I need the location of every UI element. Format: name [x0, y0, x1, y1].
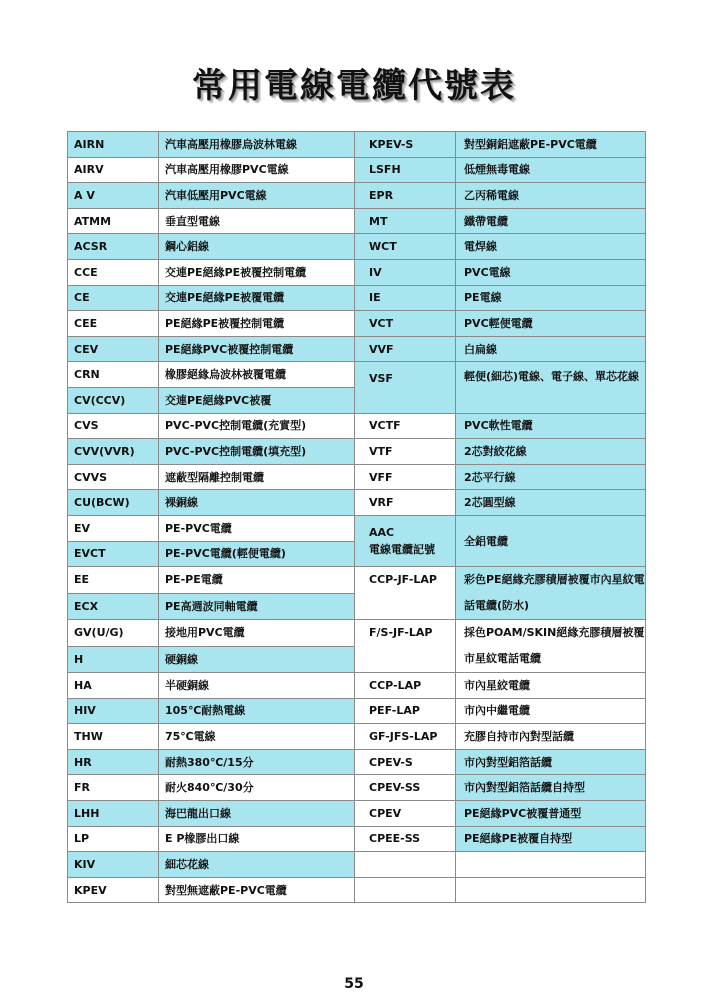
cable-code: ECX: [68, 593, 159, 620]
table-row: [68, 439, 646, 465]
cable-description: PE-PE電纜: [159, 567, 355, 594]
cable-description: 汽車高壓用橡膠PVC電線: [159, 157, 355, 183]
cable-description: PE絕緣PE被覆控制電纜: [159, 311, 355, 337]
cable-description: 交連PE絕緣PE被覆控制電纜: [159, 259, 355, 285]
cable-code: VVF: [355, 336, 456, 362]
cable-code: AAC 電線電纜記號: [355, 515, 456, 566]
cable-code: EV: [68, 515, 159, 541]
cable-description: PVC軟性電纜: [456, 413, 646, 439]
cable-description: 市內星絞電纜: [456, 673, 646, 699]
cable-code: VFF: [355, 464, 456, 490]
cable-description: 對型無遮蔽PE-PVC電纜: [159, 877, 355, 903]
cable-code: CE: [68, 285, 159, 311]
cable-code: KPEV-S: [355, 132, 456, 158]
cable-description: 2芯圓型線: [456, 490, 646, 516]
cable-code: VCTF: [355, 413, 456, 439]
cable-description: 市內對型鋁箔話纜: [456, 749, 646, 775]
cable-code: CVS: [68, 413, 159, 439]
cable-code: F/S-JF-LAP: [355, 620, 456, 673]
cable-code: FR: [68, 775, 159, 801]
cable-code: CCP-LAP: [355, 673, 456, 699]
cable-description: 細芯花線: [159, 852, 355, 878]
table-row: [68, 336, 646, 362]
cable-code: WCT: [355, 234, 456, 260]
cable-code: VCT: [355, 311, 456, 337]
cable-code: [355, 852, 456, 878]
cable-description: 遮蔽型隔離控制電纜: [159, 464, 355, 490]
table-row: [68, 698, 646, 724]
cable-description: 對型銅鋁遮蔽PE-PVC電纜: [456, 132, 646, 158]
table-row: [68, 775, 646, 801]
cable-code-table: [67, 131, 646, 903]
cable-code: VSF: [355, 362, 456, 413]
cable-code: LP: [68, 826, 159, 852]
cable-description: PE-PVC電纜: [159, 515, 355, 541]
cable-description: PVC-PVC控制電纜(充實型): [159, 413, 355, 439]
cable-code: HR: [68, 749, 159, 775]
cable-code: IV: [355, 259, 456, 285]
cable-description: PE電線: [456, 285, 646, 311]
table-row: [68, 183, 646, 209]
cable-code: CVV(VVR): [68, 439, 159, 465]
cable-code: PEF-LAP: [355, 698, 456, 724]
cable-description: 接地用PVC電纜: [159, 620, 355, 647]
cable-description: 電焊線: [456, 234, 646, 260]
cable-description: 橡膠絕緣烏波林被覆電纜: [159, 362, 355, 388]
cable-description: 75℃電線: [159, 724, 355, 750]
cable-description: 彩色PE絕緣充膠積層被覆市內星紋電話電纜(防水): [456, 567, 646, 620]
cable-description: 充膠自持市內對型話纜: [456, 724, 646, 750]
cable-code: HIV: [68, 698, 159, 724]
cable-description: PVC-PVC控制電纜(填充型): [159, 439, 355, 465]
cable-description: 2芯對絞花線: [456, 439, 646, 465]
cable-code: VTF: [355, 439, 456, 465]
cable-code: CCE: [68, 259, 159, 285]
table-row: [68, 259, 646, 285]
page-number: 55: [344, 976, 364, 992]
cable-description: 耐熱380℃/15分: [159, 749, 355, 775]
cable-description: 海巴龍出口線: [159, 801, 355, 827]
cable-code: CPEV-SS: [355, 775, 456, 801]
cable-code: GF-JFS-LAP: [355, 724, 456, 750]
cable-code: CPEV: [355, 801, 456, 827]
cable-description: PVC電線: [456, 259, 646, 285]
table-row: [68, 490, 646, 516]
cable-description: PE絕緣PE被覆自持型: [456, 826, 646, 852]
cable-description: 汽車低壓用PVC電線: [159, 183, 355, 209]
cable-code: VRF: [355, 490, 456, 516]
cable-description: 低煙無毒電線: [456, 157, 646, 183]
cable-description: 裸銅線: [159, 490, 355, 516]
cable-description: 市內中繼電纜: [456, 698, 646, 724]
cable-code: EVCT: [68, 541, 159, 567]
table-row: [68, 157, 646, 183]
cable-code: LSFH: [355, 157, 456, 183]
cable-code: CV(CCV): [68, 387, 159, 413]
table-row: [68, 852, 646, 878]
cable-description: 垂直型電線: [159, 208, 355, 234]
cable-code: CPEE-SS: [355, 826, 456, 852]
cable-description: 耐火840℃/30分: [159, 775, 355, 801]
cable-code: CPEV-S: [355, 749, 456, 775]
cable-code: A V: [68, 183, 159, 209]
cable-description: 鋼心鋁線: [159, 234, 355, 260]
cable-description: PVC輕便電纜: [456, 311, 646, 337]
cable-description: 採色POAM/SKIN絕緣充膠積層被覆市星紋電話電纜: [456, 620, 646, 673]
cable-description: 鐵帶電纜: [456, 208, 646, 234]
cable-description: 交連PE絕緣PE被覆電纜: [159, 285, 355, 311]
cable-code: [355, 877, 456, 903]
table-row: [68, 464, 646, 490]
cable-code: ATMM: [68, 208, 159, 234]
cable-code: AIRN: [68, 132, 159, 158]
cable-code: EE: [68, 567, 159, 594]
table-row: [68, 234, 646, 260]
table-row: [68, 877, 646, 903]
cable-code: KIV: [68, 852, 159, 878]
cable-code: CVVS: [68, 464, 159, 490]
table-row: [68, 311, 646, 337]
cable-description: 交連PE絕緣PVC被覆: [159, 387, 355, 413]
table-row: [68, 362, 646, 388]
table-row: [68, 567, 646, 594]
cable-code: EPR: [355, 183, 456, 209]
cable-description: PE絕緣PVC被覆普通型: [456, 801, 646, 827]
table-row: [68, 749, 646, 775]
cable-description: E P橡膠出口線: [159, 826, 355, 852]
cable-description: 乙丙稀電線: [456, 183, 646, 209]
cable-code: AIRV: [68, 157, 159, 183]
table-row: [68, 515, 646, 541]
cable-code: THW: [68, 724, 159, 750]
cable-description: 硬銅線: [159, 646, 355, 673]
cable-code: MT: [355, 208, 456, 234]
cable-code: H: [68, 646, 159, 673]
cable-description: PE-PVC電纜(輕便電纜): [159, 541, 355, 567]
cable-description: 汽車高壓用橡膠烏波林電線: [159, 132, 355, 158]
cable-code: KPEV: [68, 877, 159, 903]
cable-code: CRN: [68, 362, 159, 388]
cable-description: 105℃耐熱電線: [159, 698, 355, 724]
table-row: [68, 620, 646, 647]
table-row: [68, 208, 646, 234]
cable-code: LHH: [68, 801, 159, 827]
cable-description: 半硬銅線: [159, 673, 355, 699]
cable-description: 輕便(細芯)電線、電子線、單芯花線: [456, 362, 646, 413]
table-row: [68, 801, 646, 827]
cable-code: CEV: [68, 336, 159, 362]
cable-description: [456, 877, 646, 903]
cable-description: 全鋁電纜: [456, 515, 646, 566]
table-row: [68, 673, 646, 699]
cable-code: ACSR: [68, 234, 159, 260]
cable-code: CCP-JF-LAP: [355, 567, 456, 620]
cable-code: CU(BCW): [68, 490, 159, 516]
cable-description: 2芯平行線: [456, 464, 646, 490]
cable-code: CEE: [68, 311, 159, 337]
cable-description: 白扁線: [456, 336, 646, 362]
cable-description: [456, 852, 646, 878]
table-row: [68, 132, 646, 158]
cable-description: PE高週波同軸電纜: [159, 593, 355, 620]
page-title: 常用電線電纜代號表: [192, 66, 516, 106]
cable-code: GV(U/G): [68, 620, 159, 647]
cable-description: PE絕緣PVC被覆控制電纜: [159, 336, 355, 362]
cable-code: IE: [355, 285, 456, 311]
table-row: [68, 724, 646, 750]
cable-description: 市內對型鋁箔話纜自持型: [456, 775, 646, 801]
table-row: [68, 413, 646, 439]
table-row: [68, 826, 646, 852]
table-row: [68, 285, 646, 311]
cable-code: HA: [68, 673, 159, 699]
